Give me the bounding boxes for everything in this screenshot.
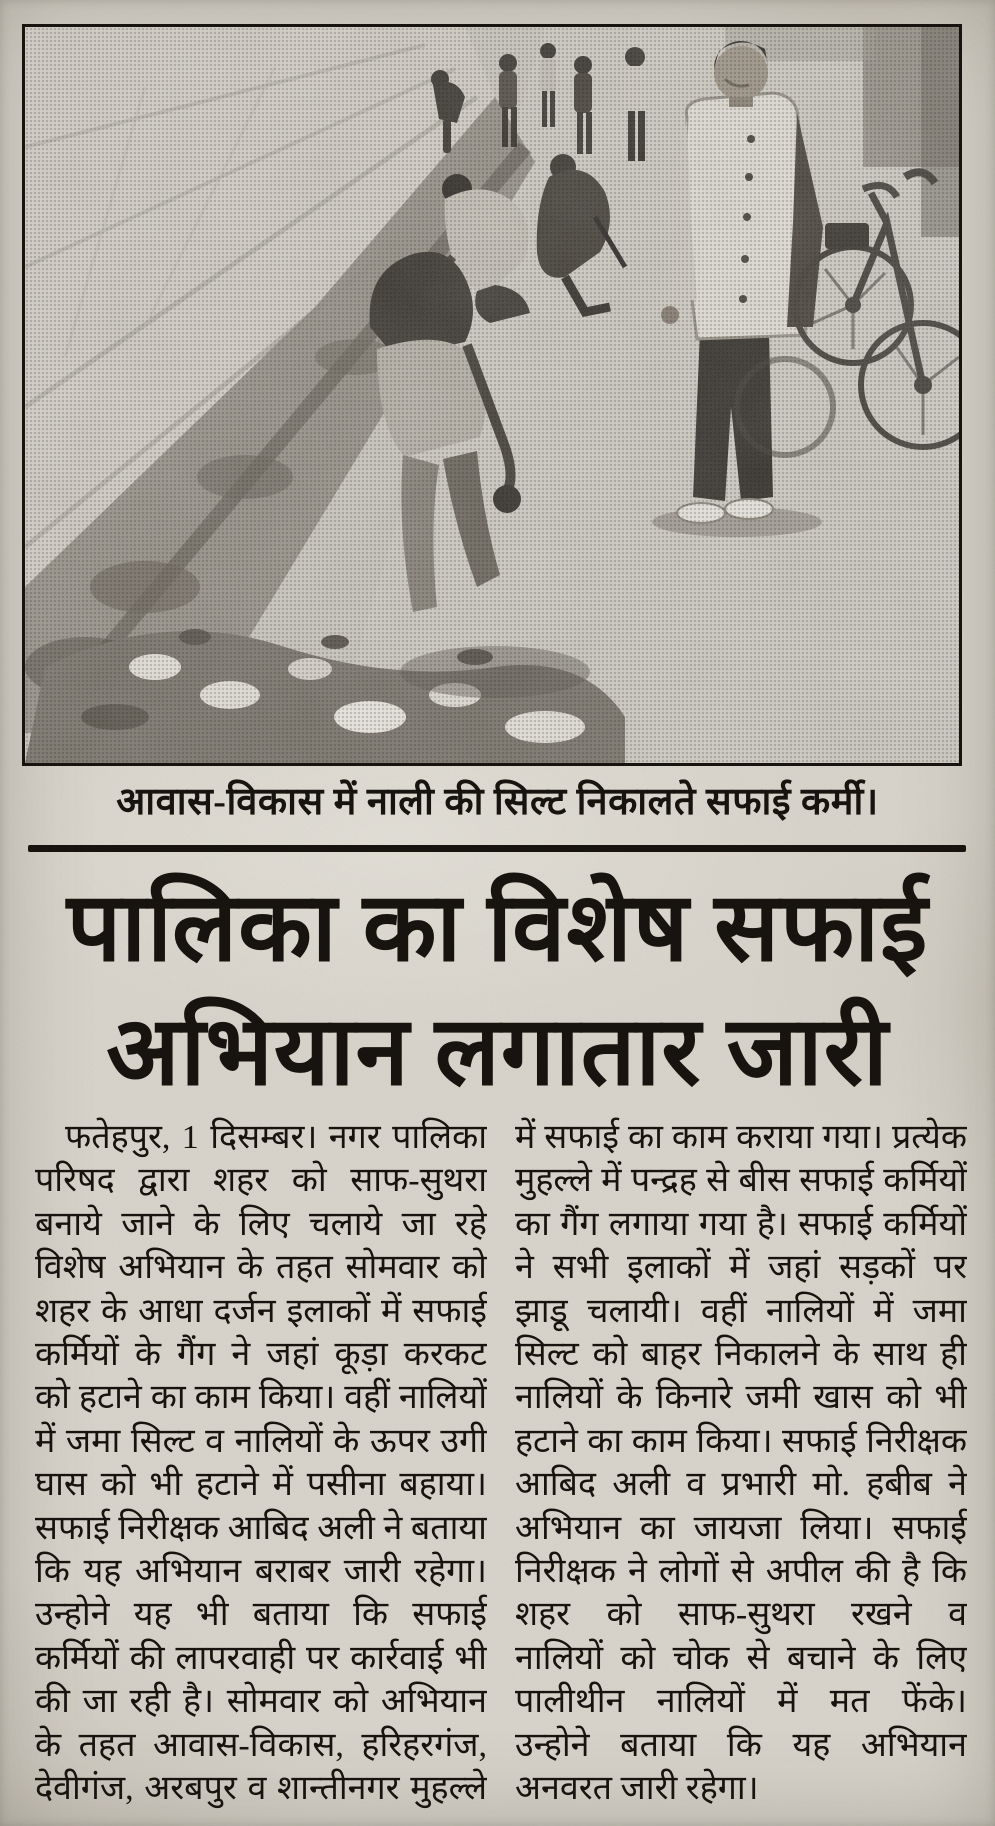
text-line: अनवरत जारी रहेगा। (515, 1770, 759, 1808)
article-body (35, 1116, 967, 1811)
text-line: निरीक्षक ने लोगों से अपील की है कि (515, 1553, 967, 1591)
text-line: कर्मियों के गैंग ने जहां कूड़ा करकट (35, 1336, 487, 1374)
text-line: उन्होने यह भी बताया कि सफाई (35, 1596, 487, 1634)
text-line: के तहत आवास-विकास, हरिहरगंज, (35, 1726, 487, 1764)
text-line: उन्होने बताया कि यह अभियान (515, 1726, 967, 1764)
text-line: परिषद द्वारा शहर को साफ-सुथरा (35, 1162, 487, 1200)
text-line: शहर को साफ-सुथरा रखने व (515, 1596, 967, 1634)
news-photo-illustration (25, 27, 959, 763)
text-line: आबिद अली व प्रभारी मो. हबीब ने (515, 1466, 967, 1504)
news-photo (22, 24, 962, 766)
text-line: नालियों के किनारे जमी खास को भी (515, 1379, 967, 1417)
text-line: की जा रही है। सोमवार को अभियान (35, 1683, 487, 1721)
text-line: देवीगंज, अरबपुर व शान्तीनगर मुहल्ले (35, 1770, 487, 1808)
divider-rule (28, 845, 966, 852)
headline-line-2: अभियान लगातार जारी (106, 998, 889, 1105)
photo-caption: आवास-विकास में नाली की सिल्ट निकालते सफाई कर्मी। (116, 781, 879, 823)
text-line: ने सभी इलाकों में जहां सड़कों पर (515, 1249, 967, 1287)
article-column-right (515, 1116, 967, 1811)
text-line: हटाने का काम किया। सफाई निरीक्षक (515, 1422, 967, 1460)
article-column-left (35, 1116, 487, 1811)
headline-line-1: पालिका का विशेष सफाई (66, 874, 929, 981)
text-line: कि यह अभियान बराबर जारी रहेगा। (35, 1553, 487, 1591)
text-line: अभियान का जायजा लिया। सफाई (515, 1509, 967, 1547)
text-line: में जमा सिल्ट व नालियों के ऊपर उगी (35, 1422, 487, 1460)
text-line: को हटाने का काम किया। वहीं नालियों (35, 1379, 487, 1417)
text-line: सफाई निरीक्षक आबिद अली ने बताया (35, 1509, 487, 1547)
text-line: मुहल्ले में पन्द्रह से बीस सफाई कर्मियों (515, 1162, 967, 1200)
text-line: घास को भी हटाने में पसीना बहाया। (35, 1466, 487, 1504)
text-line: शहर के आधा दर्जन इलाकों में सफाई (35, 1292, 487, 1330)
headline (0, 866, 995, 1114)
text-line: नालियों को चोक से बचाने के लिए (515, 1639, 967, 1677)
text-line: पालीथीन नालियों में मत फेंके। (515, 1683, 967, 1721)
text-line: बनाये जाने के लिए चलाये जा रहे (35, 1205, 487, 1243)
text-line: का गैंग लगाया गया है। सफाई कर्मियों (515, 1205, 967, 1243)
text-line: में सफाई का काम कराया गया। प्रत्येक (515, 1119, 967, 1156)
text-line: फतेहपुर, 1 दिसम्बर। नगर पालिका (65, 1119, 487, 1156)
text-line: सिल्ट को बाहर निकालने के साथ ही (515, 1336, 967, 1374)
text-line: कर्मियों की लापरवाही पर कार्रवाई भी (35, 1639, 487, 1677)
text-line: झाडू चलायी। वहीं नालियों में जमा (515, 1292, 967, 1330)
text-line: विशेष अभियान के तहत सोमवार को (35, 1249, 487, 1287)
